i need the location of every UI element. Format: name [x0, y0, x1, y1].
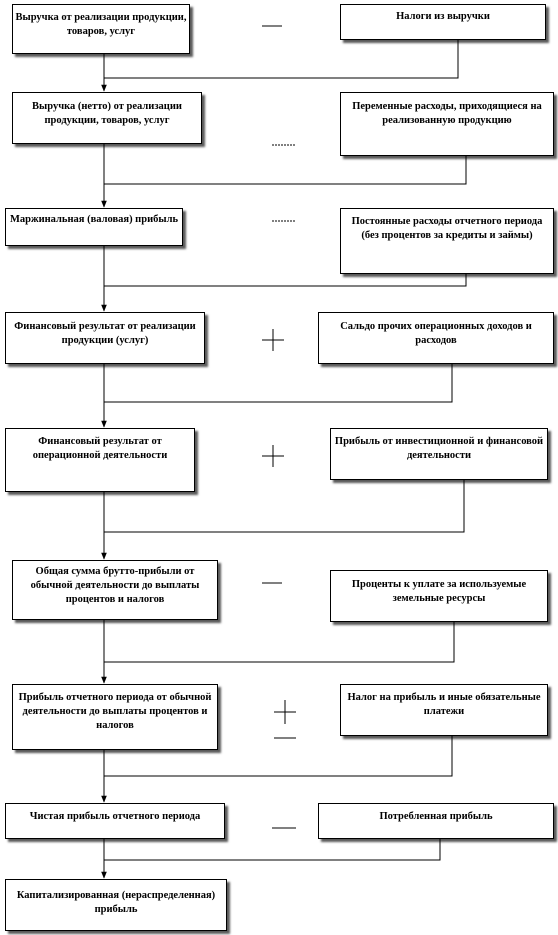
- connector-r5: [104, 480, 464, 532]
- box-capitalized-profit-label: Капитализированная (нераспределенная) прибыль: [16, 890, 216, 915]
- box-revenue-taxes-label: Налоги из выручки: [396, 11, 490, 22]
- connector-r8: [104, 839, 440, 860]
- box-consumed-profit-label: Потребленная прибыль: [379, 811, 493, 822]
- connector-r2: [104, 156, 466, 184]
- connector-r7: [104, 736, 452, 776]
- box-revenue-label: Выручка от реализации продукции, товаров, услуг: [15, 12, 187, 37]
- box-land-interest-label: Проценты к уплате за используемые земельные ресурсы: [351, 579, 527, 604]
- box-net-profit-label: Чистая прибыль отчетного периода: [29, 811, 201, 822]
- box-gross-profit-label: Общая сумма брутто-прибыли от обычной деятельности до выплаты процентов и налогов: [30, 566, 200, 605]
- box-investment-profit-label: Прибыль от инвестиционной и финансовой деятельности: [334, 436, 544, 461]
- box-income-tax-label: Налог на прибыль и иные обязательные платежи: [347, 692, 541, 717]
- connector-r4: [104, 364, 452, 402]
- box-period-profit-label: Прибыль отчетного периода от обычной деятельности до выплаты процентов и налогов: [18, 692, 212, 731]
- connector-r3: [104, 274, 466, 286]
- box-net-revenue-label: Выручка (нетто) от реализации продукции, товаров, услуг: [32, 101, 182, 126]
- connector-r6: [104, 622, 454, 662]
- box-fixed-costs-label: Постоянные расходы отчетного периода (без процентов за кредиты и займы): [351, 216, 543, 241]
- box-sales-result-label: Финансовый результат от реализации продукции (услуг): [14, 321, 196, 346]
- box-marginal-profit-label: Маржинальная (валовая) прибыль: [9, 214, 179, 225]
- box-other-operating-balance-label: Сальдо прочих операционных доходов и расходов: [340, 321, 532, 346]
- box-variable-costs-label: Переменные расходы, приходящиеся на реализованную продукцию: [352, 101, 542, 126]
- connector-r1: [104, 40, 458, 78]
- box-operating-result-label: Финансовый результат от операционной деятельности: [32, 436, 168, 461]
